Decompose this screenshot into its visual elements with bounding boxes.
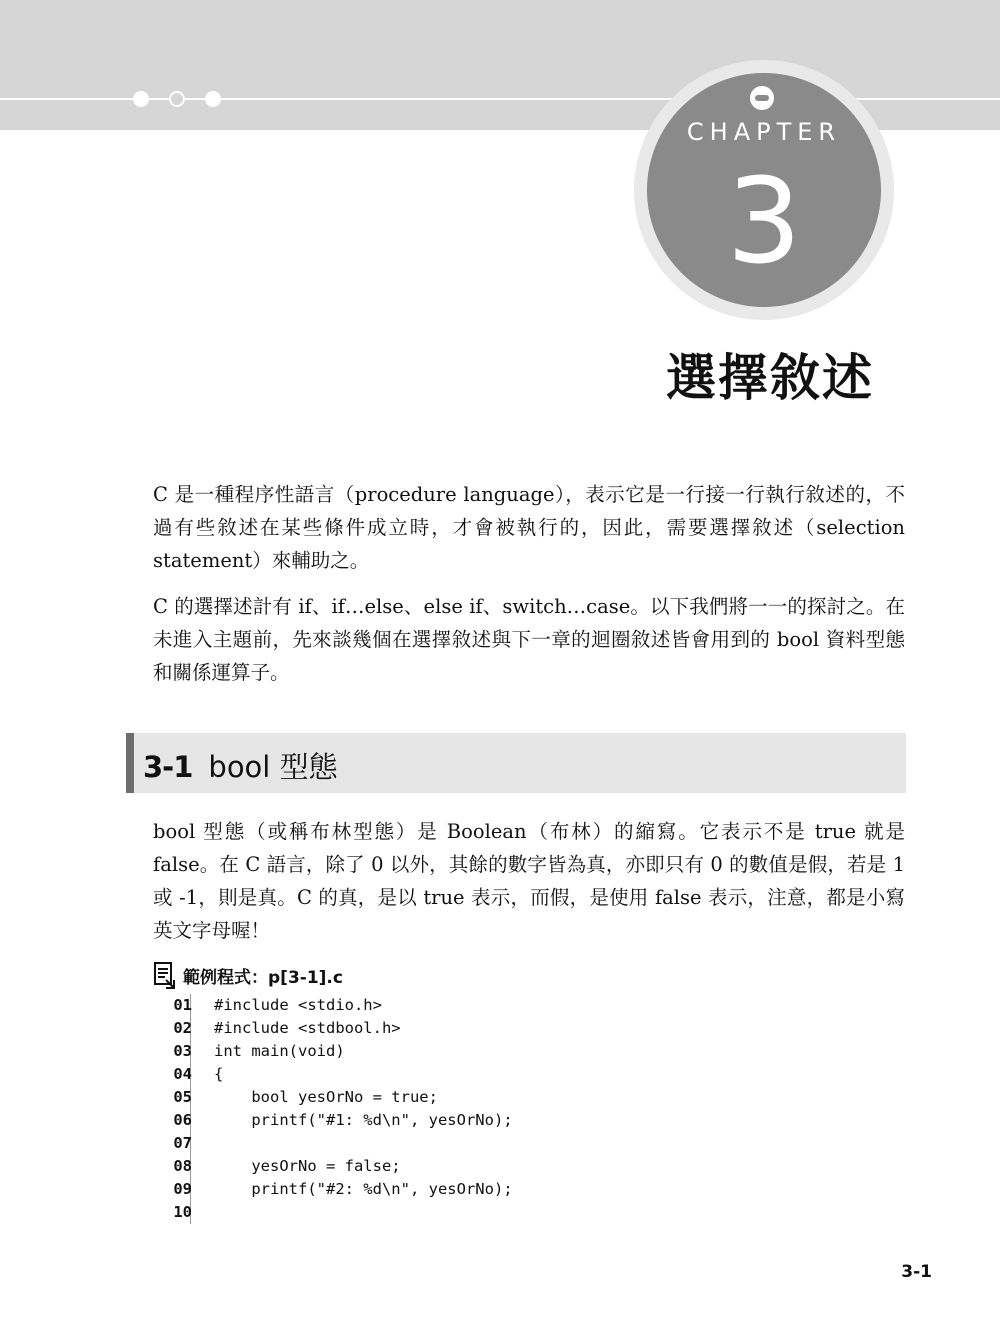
line-number: 06	[173, 1111, 192, 1129]
line-number: 02	[173, 1019, 192, 1037]
line-number: 01	[173, 996, 192, 1014]
code-text: yesOrNo = false;	[214, 1157, 401, 1175]
line-number: 03	[173, 1042, 192, 1060]
line-number: 04	[173, 1065, 192, 1083]
code-line	[160, 1017, 760, 1040]
line-number: 09	[173, 1180, 192, 1198]
decor-dot	[133, 91, 149, 107]
line-number: 05	[173, 1088, 192, 1106]
code-text: #include <stdbool.h>	[214, 1019, 401, 1037]
code-text: {	[214, 1065, 224, 1083]
code-line	[160, 1040, 760, 1063]
line-number: 10	[173, 1203, 192, 1221]
code-line	[160, 1132, 760, 1155]
code-line	[160, 1086, 760, 1109]
section-heading	[143, 745, 338, 786]
code-text: int main(void)	[214, 1042, 345, 1060]
decor-dot	[205, 91, 221, 107]
chapter-label: CHAPTER	[686, 118, 842, 146]
code-text: printf("#1: %d\n", yesOrNo);	[214, 1111, 513, 1129]
code-line	[160, 994, 760, 1017]
code-line	[160, 1155, 760, 1178]
line-number: 07	[173, 1134, 192, 1152]
section-heading-accent	[126, 733, 134, 793]
chapter-badge-icon	[750, 86, 774, 110]
chapter-title: 選擇敘述	[666, 349, 874, 407]
code-line	[160, 1109, 760, 1132]
decor-dot-ring	[169, 91, 185, 107]
page-number: 3-1	[901, 1262, 932, 1282]
intro-paragraph: C 是一種程序性語言（procedure language），表示它是一行接一行執行敘述的，不過有些敘述在某些條件成立時，才會被執行的，因此，需要選擇敘述（selection statement）來輔助之。	[153, 483, 905, 572]
section-paragraph: bool 型態（或稱布林型態）是 Boolean（布林）的縮寫。它表示不是 true 就是 false。在 C 語言，除了 0 以外，其餘的數字皆為真，亦即只有 0 的數值是假，若是 1 或 -1，則是真。C 的真，是以 true 表示，而假，是使用 false 表示，注意，都是小寫英文字母喔！	[153, 820, 905, 942]
code-line	[160, 1063, 760, 1086]
example-title: 範例程式：p[3-1].c	[183, 967, 343, 988]
code-text: bool yesOrNo = true;	[214, 1088, 438, 1106]
chapter-number: 3	[726, 152, 802, 290]
code-text: printf("#2: %d\n", yesOrNo);	[214, 1180, 513, 1198]
section-title: bool 型態	[208, 750, 338, 784]
example-heading	[153, 960, 343, 990]
intro-paragraph: C 的選擇述計有 if、if…else、else if、switch…case。以下我們將一一的探討之。在未進入主題前，先來談幾個在選擇敘述與下一章的迴圈敘述皆會用到的 bool 資料型態和關係運算子。	[153, 595, 905, 684]
line-number: 08	[173, 1157, 192, 1175]
code-line	[160, 1178, 760, 1201]
code-line	[160, 1201, 760, 1224]
section-number: 3-1	[143, 750, 193, 784]
code-text: #include <stdio.h>	[214, 996, 382, 1014]
code-document-icon	[153, 961, 177, 989]
